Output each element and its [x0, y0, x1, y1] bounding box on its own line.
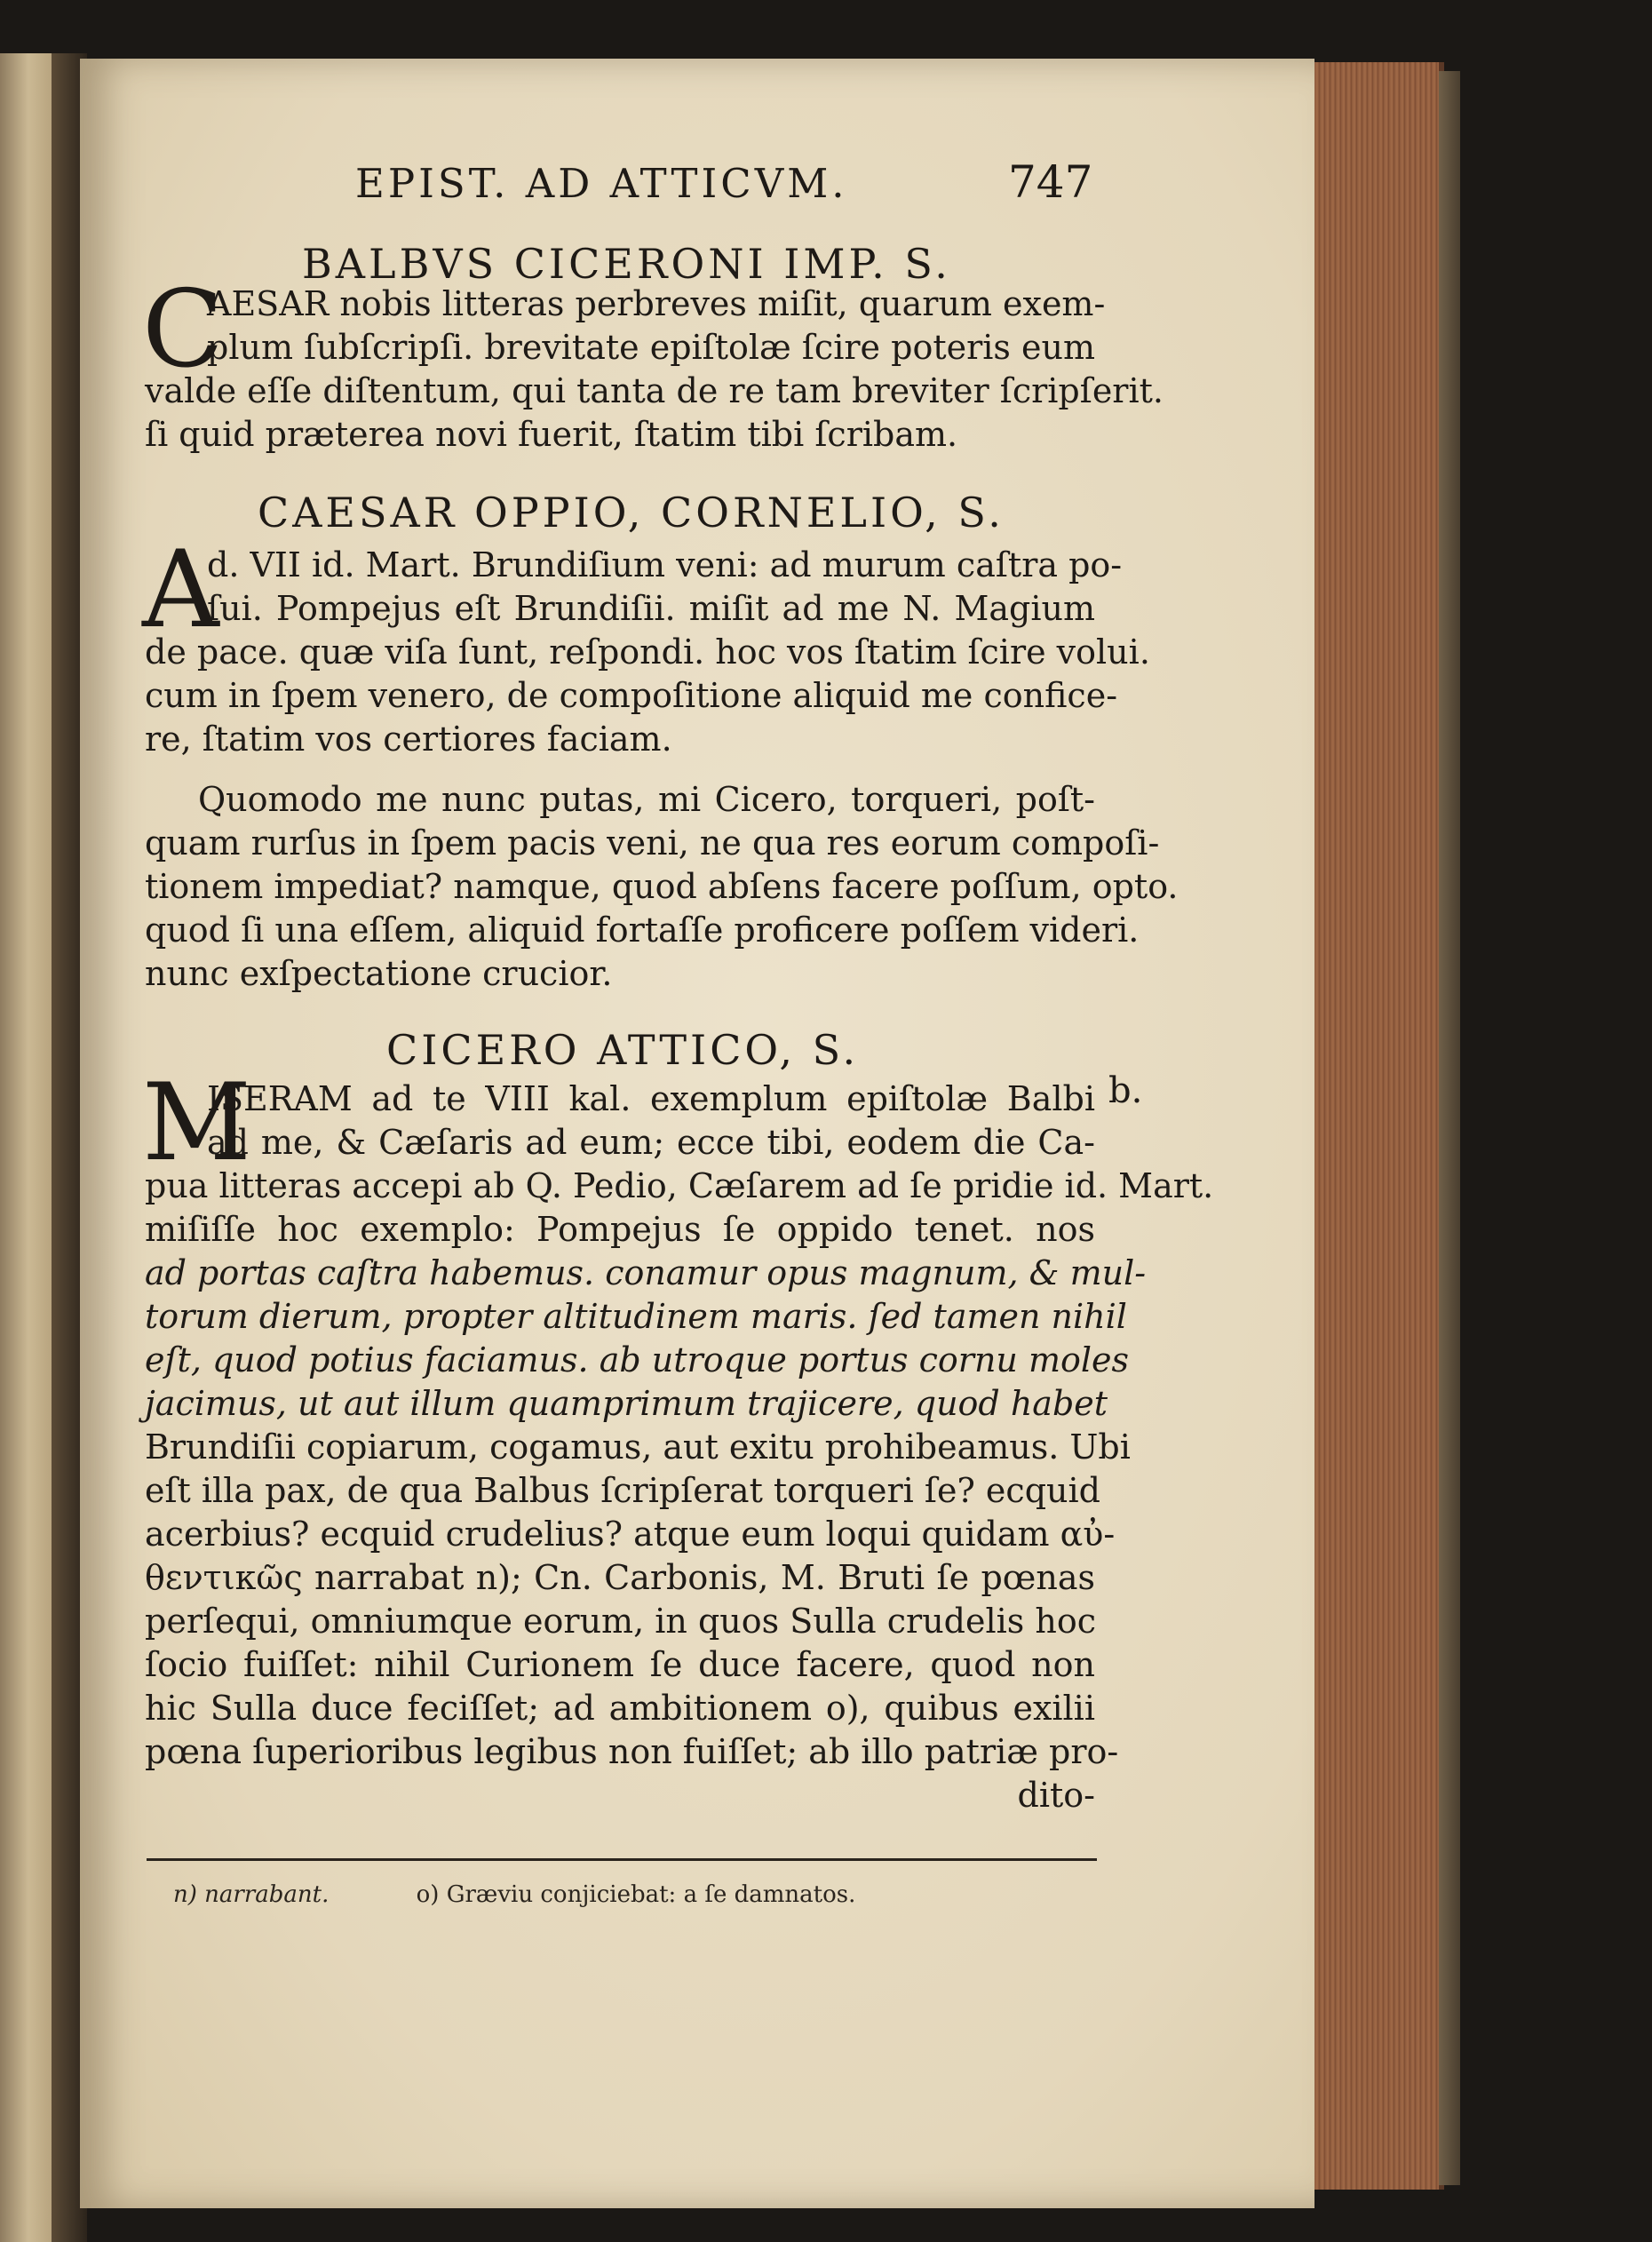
- text-line: d. VII id. Mart. Brundiſium veni: ad murum caſtra po-: [207, 545, 1123, 584]
- page-fore-edge: [1314, 62, 1444, 2190]
- page-number: 747: [1008, 156, 1093, 208]
- letter-heading: CICERO ATTICO, S.: [386, 1026, 860, 1074]
- text-line: cum in ſpem venero, de compoſitione aliquid me confice-: [145, 676, 1118, 715]
- facing-page-edge: [0, 53, 52, 2242]
- text-line: hic Sulla duce feciſſet; ad ambitionem o), quibus exilii: [145, 1689, 1095, 1728]
- text-line: pœna ſuperioribus legibus non fuiſſet; ab illo patriæ pro-: [145, 1732, 1119, 1771]
- text-line: tionem impediat? namque, quod abſens facere poſſum, opto.: [145, 867, 1179, 906]
- letter-body: [145, 1077, 1214, 1817]
- footnote-rule: [147, 1858, 1097, 1861]
- text-line: Brundiſii copiarum, cogamus, aut exitu prohibeamus. Ubi: [145, 1427, 1131, 1467]
- text-line: valde eſſe diſtentum, qui tanta de re tam breviter ſcripſerit.: [145, 371, 1164, 410]
- text-line: acerbius? ecquid crudelius? atque eum loqui quidam αὐ-: [145, 1515, 1116, 1554]
- letter-heading: CAESAR OPPIO, CORNELIO, S.: [258, 489, 1005, 537]
- text-line: nunc exſpectatione crucior.: [145, 954, 613, 993]
- binding-edge: [1439, 71, 1460, 2185]
- footnote: n) narrabant.: [173, 1881, 330, 1908]
- text-line: ad portas caſtra habemus. conamur opus magnum, & mul-: [145, 1253, 1147, 1292]
- text-line: ISERAM ad te VIII kal. exemplum epiſtolæ Balbi: [207, 1079, 1095, 1118]
- text-line: pua litteras accepi ab Q. Pedio, Cæſarem ad ſe pridie id. Mart.: [145, 1166, 1214, 1205]
- letter-body: [145, 282, 1164, 457]
- text-line: jacimus, ut aut illum quamprimum trajicere, quod habet: [145, 1384, 1108, 1423]
- running-head: EPIST. AD ATTICVM.: [355, 160, 848, 207]
- footnotes: [173, 1881, 935, 1908]
- drop-cap: M: [142, 1061, 251, 1185]
- letter-body: [145, 544, 1150, 761]
- text-line: ſi quid præterea novi fuerit, ſtatim tibi ſcribam.: [145, 415, 958, 454]
- letter-heading: BALBVS CICERONI IMP. S.: [302, 240, 951, 288]
- text-line: ſocio fuiſſet: nihil Curionem ſe duce facere, quod non: [145, 1645, 1095, 1684]
- text-line: de pace. quæ viſa ſunt, reſpondi. hoc vos ſtatim ſcire volui.: [145, 632, 1150, 672]
- text-line: torum dierum, propter altitudinem maris. ſed tamen nihil: [145, 1297, 1127, 1336]
- drop-cap: A: [142, 529, 219, 652]
- text-line: quod ſi una eſſem, aliquid fortaſſe proficere poſſem videri.: [145, 910, 1140, 950]
- text-line: ſui. Pompejus eſt Brundiſii. miſit ad me N. Magium: [207, 589, 1095, 628]
- text-line: θεντικῶς narrabat n); Cn. Carbonis, M. Bruti ſe pœnas: [145, 1558, 1095, 1597]
- text-line: miſiſſe hoc exemplo: Pompejus ſe oppido tenet. nos: [145, 1210, 1095, 1249]
- text-line: Quomodo me nunc putas, mi Cicero, torqueri, poſt-: [198, 780, 1095, 819]
- text-line: AESAR nobis litteras perbreves miſit, quarum exem-: [207, 284, 1106, 323]
- text-line: re, ſtatim vos certiores faciam.: [145, 720, 672, 759]
- catchword: dito-: [1017, 1776, 1095, 1815]
- drop-cap: C: [142, 268, 224, 392]
- text-line: plum ſubſcripſi. brevitate epiſtolæ ſcire poteris eum: [207, 328, 1095, 367]
- footnote: o) Græviu conjiciebat: a ſe damnatos.: [416, 1881, 856, 1908]
- text-line: eſt, quod potius faciamus. ab utroque portus cornu moles: [145, 1340, 1130, 1379]
- text-line: quam rurſus in ſpem pacis veni, ne qua res eorum compoſi-: [145, 823, 1160, 863]
- commentary-paragraph: [145, 778, 1179, 996]
- text-line: ad me, & Cæſaris ad eum; ecce tibi, eodem die Ca-: [207, 1123, 1095, 1162]
- text-line: perſequi, omniumque eorum, in quos Sulla crudelis hoc: [145, 1602, 1097, 1641]
- text-line: eſt illa pax, de qua Balbus ſcripſerat torqueri ſe? ecquid: [145, 1471, 1100, 1510]
- margin-note: b.: [1108, 1070, 1143, 1111]
